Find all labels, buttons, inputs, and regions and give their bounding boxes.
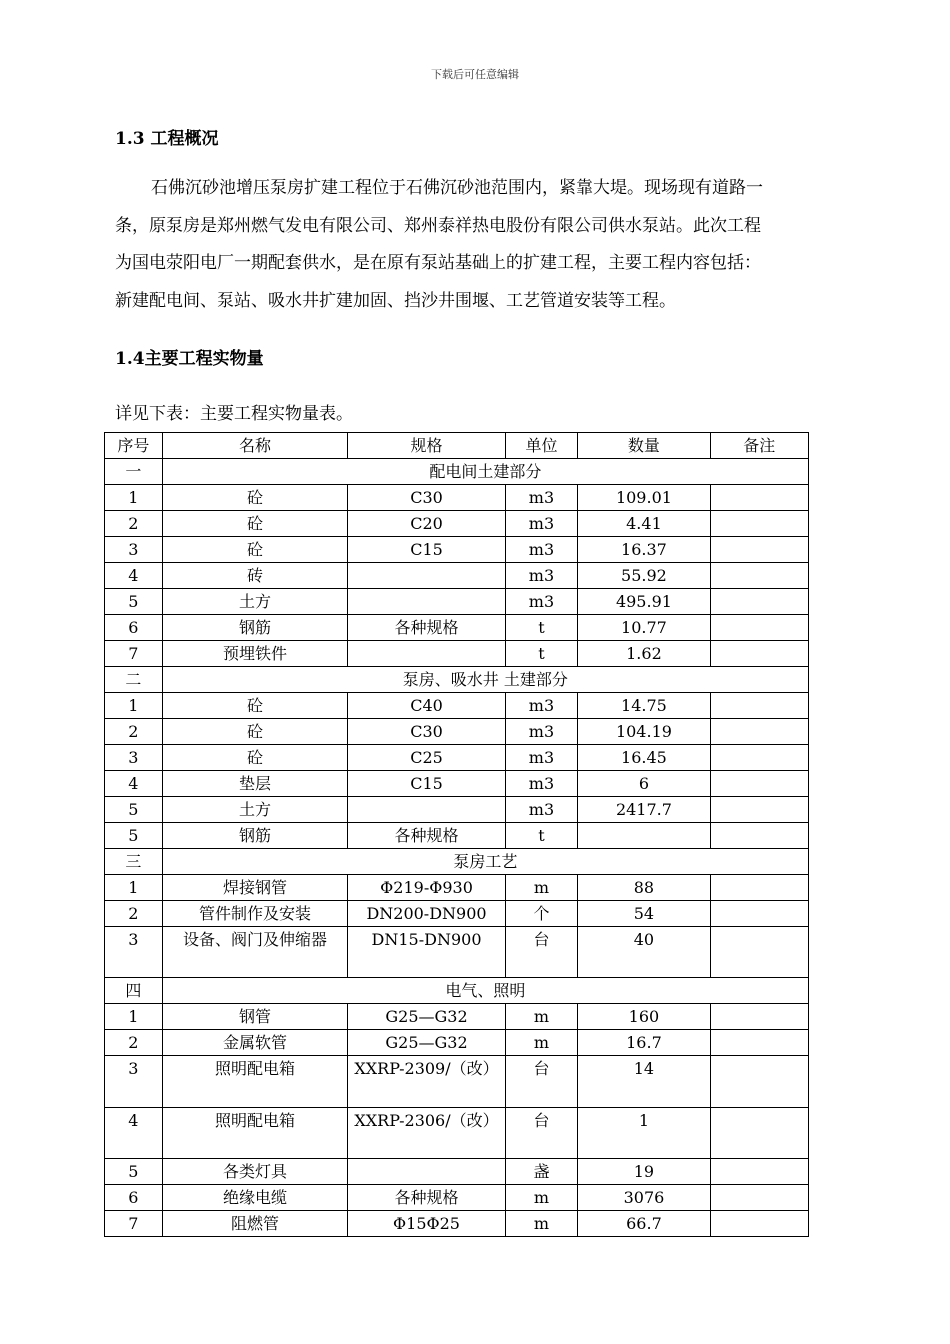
- table-row: [105, 589, 809, 615]
- unit-cell: t: [505, 615, 578, 641]
- table-row: [105, 485, 809, 511]
- paragraph-line: 为国电荥阳电厂一期配套供水，是在原有泵站基础上的扩建工程，主要工程内容包括：: [115, 253, 761, 273]
- spec-cell: DN15-DN900: [348, 927, 505, 978]
- table-row: [105, 1030, 809, 1056]
- seq-cell: 1: [105, 875, 163, 901]
- section-title-1-3: 1.3 工程概况: [115, 129, 219, 149]
- table-row: [105, 901, 809, 927]
- spec-cell: C30: [348, 719, 505, 745]
- paragraph-line: 条，原泵房是郑州燃气发电有限公司、郑州泰祥热电股份有限公司供水泵站。此次工程: [115, 215, 761, 236]
- name-cell: 钢筋: [162, 823, 348, 849]
- group-number-cell: 一: [105, 459, 163, 485]
- spec-cell: [348, 563, 505, 589]
- seq-cell: 2: [105, 1030, 163, 1056]
- group-title-cell: 配电间土建部分: [162, 459, 808, 485]
- seq-cell: 6: [105, 1185, 163, 1211]
- table-header-row: [105, 433, 809, 459]
- unit-cell: m3: [505, 771, 578, 797]
- unit-cell: m3: [505, 745, 578, 771]
- remark-cell: [710, 901, 808, 927]
- table-row: [105, 1004, 809, 1030]
- paragraph-line: 石佛沉砂池增压泵房扩建工程位于石佛沉砂池范围内，紧靠大堤。现场现有道路一: [151, 178, 763, 198]
- table-row: [105, 511, 809, 537]
- name-cell: 设备、阀门及伸缩器: [162, 927, 348, 978]
- table-row: [105, 875, 809, 901]
- seq-cell: 5: [105, 589, 163, 615]
- unit-cell: t: [505, 823, 578, 849]
- name-cell: 砼: [162, 485, 348, 511]
- spec-cell: C25: [348, 745, 505, 771]
- table-row: [105, 1211, 809, 1237]
- name-cell: 各类灯具: [162, 1159, 348, 1185]
- remark-cell: [710, 537, 808, 563]
- name-cell: 砼: [162, 511, 348, 537]
- remark-cell: [710, 823, 808, 849]
- remark-cell: [710, 641, 808, 667]
- unit-cell: m3: [505, 693, 578, 719]
- group-title-cell: 电气、照明: [162, 978, 808, 1004]
- qty-cell: 10.77: [578, 615, 710, 641]
- qty-cell: 88: [578, 875, 710, 901]
- unit-cell: m: [505, 1004, 578, 1030]
- header-cell: 备注: [710, 433, 808, 459]
- qty-cell: 16.45: [578, 745, 710, 771]
- qty-cell: 104.19: [578, 719, 710, 745]
- unit-cell: 台: [505, 1056, 578, 1107]
- name-cell: 砼: [162, 537, 348, 563]
- seq-cell: 7: [105, 641, 163, 667]
- unit-cell: m: [505, 875, 578, 901]
- seq-cell: 7: [105, 1211, 163, 1237]
- seq-cell: 4: [105, 563, 163, 589]
- group-title-cell: 泵房、吸水井 土建部分: [162, 667, 808, 693]
- seq-cell: 4: [105, 771, 163, 797]
- name-cell: 照明配电箱: [162, 1107, 348, 1158]
- remark-cell: [710, 1159, 808, 1185]
- unit-cell: m: [505, 1030, 578, 1056]
- qty-cell: 4.41: [578, 511, 710, 537]
- remark-cell: [710, 615, 808, 641]
- header-cell: 规格: [348, 433, 505, 459]
- name-cell: 砖: [162, 563, 348, 589]
- name-cell: 砼: [162, 745, 348, 771]
- table-body: [105, 459, 809, 1237]
- qty-cell: 16.7: [578, 1030, 710, 1056]
- qty-cell: 109.01: [578, 485, 710, 511]
- seq-cell: 1: [105, 1004, 163, 1030]
- seq-cell: 3: [105, 537, 163, 563]
- table-row: [105, 693, 809, 719]
- remark-cell: [710, 511, 808, 537]
- seq-cell: 2: [105, 901, 163, 927]
- spec-cell: [348, 1159, 505, 1185]
- qty-cell: 495.91: [578, 589, 710, 615]
- page-header: 下载后可任意编辑: [431, 68, 519, 81]
- spec-cell: DN200-DN900: [348, 901, 505, 927]
- name-cell: 预埋铁件: [162, 641, 348, 667]
- header-cell: 名称: [162, 433, 348, 459]
- name-cell: 阻燃管: [162, 1211, 348, 1237]
- name-cell: 焊接钢管: [162, 875, 348, 901]
- remark-cell: [710, 771, 808, 797]
- unit-cell: 台: [505, 1107, 578, 1158]
- name-cell: 土方: [162, 589, 348, 615]
- unit-cell: t: [505, 641, 578, 667]
- name-cell: 绝缘电缆: [162, 1185, 348, 1211]
- spec-cell: C40: [348, 693, 505, 719]
- spec-cell: XXRP-2309/（改）: [348, 1056, 505, 1107]
- unit-cell: 台: [505, 927, 578, 978]
- qty-cell: 40: [578, 927, 710, 978]
- name-cell: 砼: [162, 693, 348, 719]
- qty-cell: 55.92: [578, 563, 710, 589]
- qty-cell: 14: [578, 1056, 710, 1107]
- table-row: [105, 1185, 809, 1211]
- seq-cell: 2: [105, 719, 163, 745]
- remark-cell: [710, 563, 808, 589]
- remark-cell: [710, 719, 808, 745]
- group-number-cell: 二: [105, 667, 163, 693]
- group-number-cell: 三: [105, 849, 163, 875]
- spec-cell: C15: [348, 537, 505, 563]
- remark-cell: [710, 1185, 808, 1211]
- seq-cell: 5: [105, 797, 163, 823]
- remark-cell: [710, 1004, 808, 1030]
- header-cell: 单位: [505, 433, 578, 459]
- name-cell: 管件制作及安装: [162, 901, 348, 927]
- seq-cell: 3: [105, 745, 163, 771]
- spec-cell: G25—G32: [348, 1030, 505, 1056]
- spec-cell: [348, 797, 505, 823]
- header-cell: 数量: [578, 433, 710, 459]
- table-row: [105, 537, 809, 563]
- header-cell: 序号: [105, 433, 163, 459]
- remark-cell: [710, 1030, 808, 1056]
- qty-cell: 160: [578, 1004, 710, 1030]
- unit-cell: m3: [505, 589, 578, 615]
- seq-cell: 6: [105, 615, 163, 641]
- group-row: [105, 978, 809, 1004]
- group-title-cell: 泵房工艺: [162, 849, 808, 875]
- remark-cell: [710, 875, 808, 901]
- spec-cell: [348, 589, 505, 615]
- spec-cell: C15: [348, 771, 505, 797]
- spec-cell: 各种规格: [348, 823, 505, 849]
- seq-cell: 1: [105, 693, 163, 719]
- name-cell: 钢筋: [162, 615, 348, 641]
- remark-cell: [710, 693, 808, 719]
- group-row: [105, 459, 809, 485]
- seq-cell: 5: [105, 1159, 163, 1185]
- qty-cell: 16.37: [578, 537, 710, 563]
- name-cell: 土方: [162, 797, 348, 823]
- seq-cell: 3: [105, 1056, 163, 1107]
- qty-cell: 3076: [578, 1185, 710, 1211]
- table-row: [105, 563, 809, 589]
- unit-cell: m3: [505, 563, 578, 589]
- quantity-table: [104, 432, 809, 1237]
- spec-cell: 各种规格: [348, 1185, 505, 1211]
- group-row: [105, 667, 809, 693]
- spec-cell: XXRP-2306/（改）: [348, 1107, 505, 1158]
- spec-cell: 各种规格: [348, 615, 505, 641]
- remark-cell: [710, 1211, 808, 1237]
- table-row: [105, 1056, 809, 1107]
- unit-cell: m3: [505, 797, 578, 823]
- qty-cell: 14.75: [578, 693, 710, 719]
- table-row: [105, 615, 809, 641]
- remark-cell: [710, 485, 808, 511]
- seq-cell: 1: [105, 485, 163, 511]
- seq-cell: 2: [105, 511, 163, 537]
- qty-cell: 1.62: [578, 641, 710, 667]
- table-row: [105, 641, 809, 667]
- unit-cell: m3: [505, 511, 578, 537]
- qty-cell: 19: [578, 1159, 710, 1185]
- table-row: [105, 1159, 809, 1185]
- remark-cell: [710, 797, 808, 823]
- qty-cell: 2417.7: [578, 797, 710, 823]
- spec-cell: C20: [348, 511, 505, 537]
- name-cell: 砼: [162, 719, 348, 745]
- remark-cell: [710, 589, 808, 615]
- table-row: [105, 1107, 809, 1158]
- qty-cell: 54: [578, 901, 710, 927]
- remark-cell: [710, 745, 808, 771]
- group-row: [105, 849, 809, 875]
- table-intro: 详见下表：主要工程实物量表。: [115, 404, 353, 424]
- remark-cell: [710, 1107, 808, 1158]
- overview-paragraph: [115, 170, 865, 320]
- qty-cell: 6: [578, 771, 710, 797]
- spec-cell: [348, 641, 505, 667]
- table-row: [105, 719, 809, 745]
- table-row: [105, 823, 809, 849]
- name-cell: 金属软管: [162, 1030, 348, 1056]
- qty-cell: [578, 823, 710, 849]
- remark-cell: [710, 1056, 808, 1107]
- table-row: [105, 797, 809, 823]
- group-number-cell: 四: [105, 978, 163, 1004]
- seq-cell: 5: [105, 823, 163, 849]
- unit-cell: m: [505, 1211, 578, 1237]
- remark-cell: [710, 927, 808, 978]
- qty-cell: 66.7: [578, 1211, 710, 1237]
- section-title-1-4: 1.4主要工程实物量: [115, 349, 264, 369]
- name-cell: 钢管: [162, 1004, 348, 1030]
- name-cell: 垫层: [162, 771, 348, 797]
- table-row: [105, 927, 809, 978]
- seq-cell: 3: [105, 927, 163, 978]
- qty-cell: 1: [578, 1107, 710, 1158]
- seq-cell: 4: [105, 1107, 163, 1158]
- paragraph-line: 新建配电间、泵站、吸水井扩建加固、挡沙井围堰、工艺管道安装等工程。: [115, 290, 676, 311]
- spec-cell: G25—G32: [348, 1004, 505, 1030]
- unit-cell: m3: [505, 719, 578, 745]
- spec-cell: C30: [348, 485, 505, 511]
- spec-cell: Φ15Φ25: [348, 1211, 505, 1237]
- spec-cell: Φ219-Φ930: [348, 875, 505, 901]
- unit-cell: 盏: [505, 1159, 578, 1185]
- unit-cell: 个: [505, 901, 578, 927]
- name-cell: 照明配电箱: [162, 1056, 348, 1107]
- table-row: [105, 771, 809, 797]
- table-row: [105, 745, 809, 771]
- unit-cell: m3: [505, 537, 578, 563]
- unit-cell: m: [505, 1185, 578, 1211]
- unit-cell: m3: [505, 485, 578, 511]
